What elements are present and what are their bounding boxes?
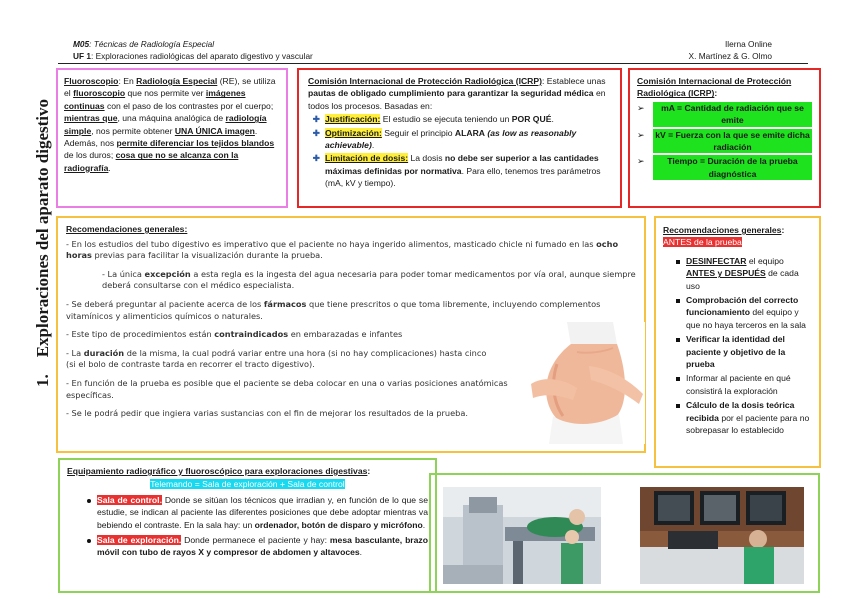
term: fármacos (263, 298, 307, 309)
icrp-bullet-optimizacion (308, 127, 611, 152)
sala-label: Sala de exploración. (97, 535, 182, 546)
term: no debe ser superior a las cantidades máximas definidas por normativa (325, 153, 599, 176)
antes-list (663, 255, 812, 437)
fluoroscopy-room-illustration (443, 487, 601, 584)
term: imágenes continuas (64, 88, 246, 111)
term: mientras que (64, 113, 118, 124)
term: Radiología Especial (136, 76, 218, 86)
section-title-text: 1. Exploraciones del aparato digestivo (33, 98, 52, 388)
text: La dosis (408, 153, 445, 164)
term: Verificar la identidad del paciente y objetivo de la prueba (686, 334, 786, 370)
term: ANTES y DESPUÉS (686, 268, 766, 279)
bullet-icon (87, 499, 91, 503)
fluoroscopio-box (56, 68, 288, 208)
term: contraindicados (214, 329, 289, 340)
list-item (663, 294, 812, 331)
section-title-vertical (28, 82, 58, 404)
fluoroscopio-term: Fluoroscopio (64, 76, 119, 86)
bullet-label: Justificación: (325, 114, 381, 125)
text: - La única (102, 268, 145, 279)
pregnant-woman-image (527, 322, 645, 444)
square-bullet-icon (676, 377, 680, 381)
recomendaciones-antes-box (654, 216, 821, 468)
text: . (108, 162, 111, 173)
equipamiento-title: Equipamiento radiográfico y fluoroscópico para exploraciones digestivas (67, 466, 368, 476)
text: que nos permite ver (125, 88, 206, 99)
list-item (663, 333, 812, 370)
recom-paragraph (66, 269, 636, 292)
text: (RE), se utiliza el (64, 76, 276, 99)
recom-paragraph: - En función de la prueba es posible que el paciente se deba colocar en una o varias posiciones anatómicas específicas. (66, 377, 508, 400)
plus-bullet-icon: ✚ (312, 153, 320, 164)
unit-code: UF 1 (73, 51, 91, 61)
square-bullet-icon (676, 299, 680, 303)
term: ALARA (454, 127, 485, 138)
square-bullet-icon (676, 338, 680, 342)
text: . (371, 140, 375, 151)
term: permite diferenciar los tejidos blandos (116, 138, 275, 149)
text: con el paso de los contrastes por el cuerpo; (104, 100, 274, 111)
term: duración (83, 347, 125, 358)
sala-control-item (67, 494, 428, 531)
title-text: Recomendaciones generales (66, 224, 185, 234)
text: - La (66, 347, 84, 358)
text: - En los estudios del tubo digestivo es imperativo que el paciente no haya ingerido alimentos, masticado chicle ni fumado en las (66, 238, 597, 249)
icrp-bullet-justificacion (308, 113, 611, 125)
pregnant-woman-illustration (527, 322, 645, 444)
document-header-right (689, 38, 772, 62)
term: UNA ÚNICA imagen (174, 125, 255, 136)
institution: Ilerna Online (724, 39, 772, 49)
text: El estudio se ejecuta teniendo un (380, 114, 512, 125)
text: de cada uso (686, 268, 799, 291)
document-header-left (73, 38, 313, 62)
unit-title: : Exploraciones radiológicas del aparato digestivo y vascular (90, 51, 313, 61)
text: Donde permanece el paciente y hay: (181, 535, 330, 546)
text: Seguir el principio (381, 127, 455, 138)
term: cosa que no se alcanza con la radiografía (64, 150, 239, 173)
text: - Se deberá preguntar al paciente acerca de los (66, 298, 264, 309)
list-item (663, 399, 812, 436)
term: (as low as reasonably achievable) (325, 127, 577, 151)
authors: X. Martínez & G. Olmo (688, 51, 772, 61)
icrp-parameters-title: Comisión Internacional de Protección Radiológica (ICRP) (637, 76, 792, 99)
term: fluoroscopio (73, 88, 126, 99)
text: - Este tipo de procedimientos están (66, 329, 215, 340)
term: DESINFECTAR (686, 255, 747, 266)
antes-label: ANTES de la prueba (663, 237, 742, 248)
square-bullet-icon (676, 404, 680, 408)
plus-bullet-icon: ✚ (312, 114, 320, 125)
text: Donde se sitúan los técnicos que irradian y, en función de lo que se estudie, se indican al paciente las diferentes posiciones que debe adoptar mientras va bebiendo el contraste. En la sala hay: un (97, 494, 428, 530)
text: . (359, 547, 363, 558)
arrow-bullet-icon: ➢ (637, 129, 645, 140)
text: a esta regla es la ingesta del agua necesaria para poder tomar medicamentos por vía oral, aunque siempre deberá consultarse con el médico especialista. (102, 268, 636, 291)
list-item (663, 255, 812, 292)
recom-paragraph (66, 329, 536, 341)
recom-paragraph (66, 239, 636, 262)
text: de los duros; (64, 150, 116, 161)
term: Comprobación del correcto funcionamiento (686, 295, 799, 318)
parameter-text: Tiempo = Duración de la prueba diagnóstica (653, 155, 812, 180)
term: ocho horas (66, 238, 619, 261)
text: . Para ello, tenemos tres parámetros (mA, kV y tiempo). (325, 165, 601, 189)
recomendaciones-title (66, 224, 636, 236)
term: mesa basculante, brazo móvil con tubo de rayos X y compresor de abdomen y altavoces (97, 535, 428, 558)
text: en embarazadas e infantes (288, 329, 403, 340)
control-room-illustration (640, 487, 804, 584)
parameter-text: mA = Cantidad de radiación que se emite (653, 102, 812, 127)
arrow-bullet-icon: ➢ (637, 102, 645, 113)
sala-exploracion-item (67, 534, 428, 559)
term: pautas de obligado cumplimiento para garantizar la seguridad médica (308, 88, 594, 99)
text: : Establece unas (541, 76, 606, 86)
term: excepción (144, 268, 191, 279)
text: , una máquina analógica de (117, 113, 226, 124)
recom-paragraph: - Se le podrá pedir que ingiera varias sustancias con el fin de mejorar los resultados de la prueba. (66, 408, 468, 419)
recom-paragraph (66, 299, 636, 322)
control-room-photo (640, 487, 804, 584)
photos-box (429, 473, 820, 593)
text: : (367, 466, 371, 476)
exploration-room-photo (443, 487, 601, 584)
text: que tiene prescritos o que toma libremente, incluyendo complementos vitamínicos y alimenticios químicos o naturales. (66, 298, 601, 321)
telemando-label: Telemando = Sala de exploración + Sala de control (150, 479, 345, 490)
text: . (551, 114, 554, 125)
module-code: M05 (73, 39, 90, 49)
header-divider (58, 63, 808, 64)
module-title: : Técnicas de Radiología Especial (89, 39, 215, 49)
text: en todos los procesos. Basadas en: (308, 88, 606, 111)
bullet-icon (87, 539, 91, 543)
text: . Además, nos (64, 125, 258, 149)
equipamiento-box (58, 458, 437, 593)
term: POR QUÉ (511, 114, 552, 125)
icrp-parameters-box (628, 68, 821, 208)
sala-label: Sala de control. (97, 494, 162, 505)
term: radiología simple (64, 113, 267, 136)
parameter-kv (637, 129, 812, 154)
bullet-label: Optimización: (325, 127, 382, 138)
text: de la misma, la cual podrá variar entre una hora (si no hay complicaciones) hasta cinco (si el bolo de contraste tarda en recorrer el tracto digestivo). (66, 347, 487, 370)
text: Informar al paciente en qué consistirá la exploración (686, 373, 791, 396)
icrp-bullet-limitacion (308, 152, 611, 189)
text: del equipo y que no haya terceros en la sala (686, 307, 806, 330)
plus-bullet-icon: ✚ (312, 127, 320, 138)
text: : (781, 225, 785, 235)
recomendaciones-antes-title: Recomendaciones generales (663, 225, 782, 235)
text: : (714, 88, 718, 99)
icrp-box (297, 68, 622, 208)
arrow-bullet-icon: ➢ (637, 156, 645, 167)
recom-paragraph (66, 348, 496, 371)
text: el equipo (746, 255, 784, 266)
text: . (422, 519, 426, 530)
text: , nos permite obtener (91, 125, 175, 136)
bullet-label: Limitación de dosis: (325, 153, 409, 164)
parameter-tiempo (637, 155, 812, 180)
text: por el paciente para no sobrepasar lo establecido (686, 412, 810, 436)
icrp-term: Comisión Internacional de Protección Radiológica (ICRP) (308, 76, 542, 86)
square-bullet-icon (676, 260, 680, 264)
text: previas para facilitar la visualización durante la prueba. (91, 250, 323, 261)
text: : En (118, 76, 137, 86)
list-item (663, 372, 812, 397)
icrp-intro (308, 75, 611, 112)
parameter-ma (637, 102, 812, 127)
term: Cálculo de la dosis teórica recibida (686, 400, 795, 423)
text: : (184, 224, 188, 234)
parameter-text: kV = Fuerza con la que se emite dicha radiación (653, 129, 812, 154)
term: ordenador, botón de disparo y micrófono (254, 519, 423, 530)
